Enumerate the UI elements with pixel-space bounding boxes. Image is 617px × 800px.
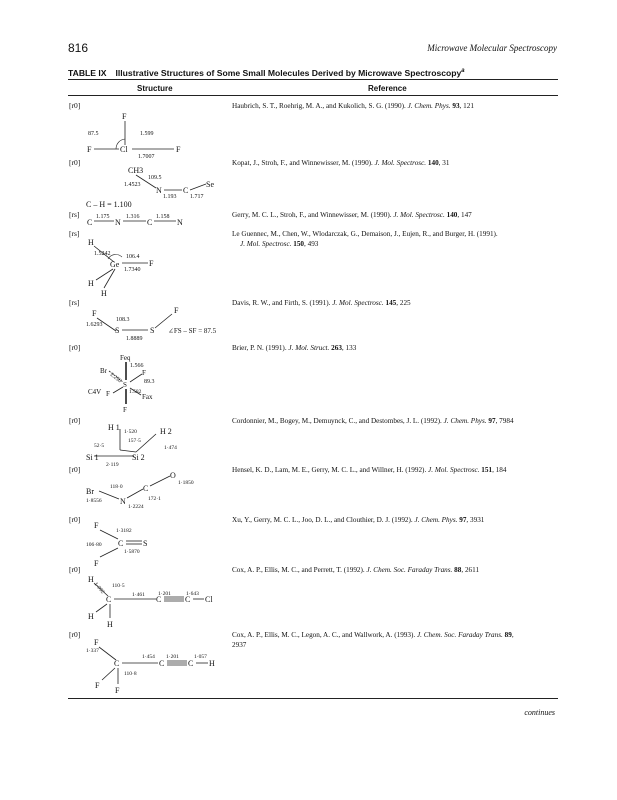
atom-label: F xyxy=(94,638,99,647)
reference-authors: Cox, A. P., Ellis, M. C., and Perrett, T. (1992). xyxy=(232,566,367,574)
reference-entry xyxy=(232,630,557,650)
atom-label: F xyxy=(142,369,146,377)
atom-label: Fax xyxy=(142,393,153,401)
atom-label: F xyxy=(115,686,120,695)
atom-label: Cl xyxy=(205,595,213,604)
atom-label: N xyxy=(120,497,126,506)
bond-length-note: C – H = 1.100 xyxy=(86,200,132,209)
running-head: Microwave Molecular Spectroscopy xyxy=(427,43,557,53)
bond-length-label: 1.175 xyxy=(96,214,110,220)
angle-label: 106·80 xyxy=(86,542,102,548)
reference-continuation: 2937 xyxy=(232,641,247,649)
atom-label: H xyxy=(209,659,215,668)
atom-label: CH3 xyxy=(128,166,144,175)
reference-authors: Brier, P. N. (1991). xyxy=(232,344,289,352)
bond-length-label: 1·454 xyxy=(142,654,155,660)
atom-label: F xyxy=(149,259,154,268)
angle-label: 118·0 xyxy=(110,484,123,490)
bond-length-label: 1·643 xyxy=(186,591,199,597)
bond xyxy=(96,604,107,612)
angle-label: 172·1 xyxy=(148,496,161,502)
atom-label: C xyxy=(188,659,194,668)
reference-journal: J. Mol. Spectrosc. xyxy=(240,240,292,248)
table-top-rule xyxy=(68,79,558,80)
reference-journal: J. Mol. Spectrosc. xyxy=(332,299,384,307)
reference-journal: J. Chem. Phys. xyxy=(407,102,451,110)
reference-volume: 97 xyxy=(488,417,496,425)
table-label: TABLE IX xyxy=(68,68,107,78)
atom-label: Br xyxy=(100,367,107,375)
bond-length-label: 1·474 xyxy=(164,445,177,451)
bond-length-label: 1·5870 xyxy=(124,549,140,555)
atom-label: H xyxy=(107,620,113,629)
angle-label: 110·8 xyxy=(124,671,137,677)
atom-label: C xyxy=(156,595,162,604)
angle-label: 157·5 xyxy=(128,438,141,444)
bond-length-label: 1.158 xyxy=(156,214,170,220)
reference-authors: Haubrich, S. T., Roehrig, M. A., and Kukolich, S. G. (1990). xyxy=(232,102,408,110)
reference-journal: J. Chem. Phys. xyxy=(443,417,487,425)
bond-length-label: 1·092 xyxy=(92,581,106,596)
atom-label: C xyxy=(106,595,112,604)
atom-label: N xyxy=(156,186,162,195)
reference-journal: J. Mol. Struct. xyxy=(288,344,330,352)
bond-length-label: 1·337 xyxy=(86,648,99,654)
structure-diagram xyxy=(86,162,246,208)
reference-volume: 263 xyxy=(331,344,342,352)
reference-authors: Kopat, J., Stroh, F., and Winnewisser, M. (1990). xyxy=(232,159,375,167)
reference-entry xyxy=(232,416,557,426)
reference-authors: Cox, A. P., Ellis, M. C., Legon, A. C., and Wallwork, A. (1993). xyxy=(232,631,417,639)
angle-label: 52·5 xyxy=(94,443,105,449)
atom-label: N xyxy=(177,218,183,227)
row-label: [r0] xyxy=(69,416,81,425)
atom-label: Cl xyxy=(120,145,128,154)
dihedral-note: ∠FS – SF = 87.5 xyxy=(168,327,217,335)
reference-entry xyxy=(232,465,557,475)
atom-label: Si 2 xyxy=(132,453,145,462)
reference-authors: Xu, Y., Gerry, M. C. L., Joo, D. L., and Clouthier, D. J. (1992). xyxy=(232,516,415,524)
angle-label: 106.4 xyxy=(126,254,140,260)
reference-journal: J. Chem. Soc. Faraday Trans. xyxy=(416,631,503,639)
reference-authors: Gerry, M. C. L., Stroh, F., and Winnewisser, M. (1990). xyxy=(232,211,394,219)
row-label: [rs] xyxy=(69,210,80,219)
bond-length-label: 1.4523 xyxy=(124,182,141,188)
atom-label: H 2 xyxy=(160,427,172,436)
atom-label: F xyxy=(87,145,92,154)
reference-entry xyxy=(232,515,557,525)
atom-label: C xyxy=(118,539,124,548)
row-label: [rs] xyxy=(69,229,80,238)
bond xyxy=(155,314,172,328)
reference-pages: , 3931 xyxy=(466,516,485,524)
reference-authors: Cordonnier, M., Bogey, M., Demuynck, C., and Destombes, J. L. (1992). xyxy=(232,417,444,425)
atom-label: H xyxy=(88,238,94,247)
bond-length-label: 1.599 xyxy=(140,131,154,137)
structure-diagram xyxy=(86,210,246,230)
bond-length-label: 1.717 xyxy=(190,194,204,200)
bond-length-label: 1.6293 xyxy=(86,322,103,328)
atom-label: H xyxy=(88,279,94,288)
structure-diagram xyxy=(86,636,246,694)
atom-label: Se xyxy=(206,180,214,189)
atom-label: F xyxy=(123,406,127,414)
atom-label: H xyxy=(88,575,94,584)
atom-label: Ge xyxy=(110,260,120,269)
row-label: [r0] xyxy=(69,343,81,352)
reference-volume: 150 xyxy=(293,240,305,248)
bond-length-label: 1·3182 xyxy=(116,528,132,534)
bond-length-label: 2.256 xyxy=(108,371,123,385)
reference-pages: , 184 xyxy=(492,466,507,474)
structure-diagram xyxy=(86,420,226,466)
atom-label: C xyxy=(114,659,120,668)
angle-label: 89.3 xyxy=(144,379,155,385)
atom-label: F xyxy=(174,306,179,315)
bond-length-label: 1·461 xyxy=(132,592,145,598)
bond xyxy=(190,184,206,190)
structure-diagram xyxy=(86,470,246,510)
bond xyxy=(130,374,142,382)
angle-label: 108.3 xyxy=(116,317,130,323)
row-label: [r0] xyxy=(69,630,81,639)
reference-volume: 140 xyxy=(446,211,458,219)
bond xyxy=(120,450,136,452)
reference-authors: Davis, R. W., and Firth, S. (1991). xyxy=(232,299,333,307)
reference-volume: 97 xyxy=(459,516,467,524)
column-header-structure: Structure xyxy=(137,84,173,93)
reference-journal: J. Chem. Soc. Faraday Trans. xyxy=(366,566,453,574)
table-title-footnote-mark: a xyxy=(461,68,465,75)
atom-label: C xyxy=(147,218,153,227)
bond xyxy=(113,387,123,393)
atom-label: N xyxy=(115,218,121,227)
atom-label: Br xyxy=(86,487,94,496)
bond-length-label: 1.8889 xyxy=(126,336,143,342)
atom-label: O xyxy=(170,471,176,480)
bond xyxy=(99,491,119,499)
bond xyxy=(96,269,113,280)
atom-label: C xyxy=(159,659,165,668)
reference-pages: , 31 xyxy=(438,159,450,167)
reference-volume: 93 xyxy=(452,102,460,110)
bond xyxy=(104,269,115,288)
atom-label: C xyxy=(87,218,93,227)
atom-label: F xyxy=(122,112,127,121)
reference-entry xyxy=(232,229,557,249)
reference-journal: J. Mol. Spectrosc. xyxy=(374,159,427,167)
bond-length-label: 1·2224 xyxy=(128,504,144,510)
atom-label: S xyxy=(115,326,120,335)
reference-volume: 140 xyxy=(427,159,439,167)
row-label: [r0] xyxy=(69,565,81,574)
table-bottom-rule xyxy=(68,698,558,699)
atom-label: S xyxy=(123,381,127,389)
row-label: [r0] xyxy=(69,465,81,474)
bond-length-label: 1.566 xyxy=(130,363,144,369)
bond xyxy=(127,489,143,498)
atom-label: F xyxy=(94,559,99,568)
bond-length-label: 1·8556 xyxy=(86,498,102,504)
bond xyxy=(102,668,115,680)
reference-pages: , 7984 xyxy=(495,417,514,425)
bond-length-label: 1.7340 xyxy=(124,267,141,273)
structure-diagram xyxy=(86,519,226,569)
row-label: [r0] xyxy=(69,515,81,524)
reference-pages: , 147 xyxy=(457,211,472,219)
atom-label: H xyxy=(101,289,107,298)
bond-length-label: 1.193 xyxy=(163,194,177,200)
bond-length-label: 1·057 xyxy=(194,654,207,660)
point-group-label: C4V xyxy=(88,388,102,396)
structure-diagram xyxy=(86,572,246,627)
reference-pages: , 121 xyxy=(459,102,474,110)
continues-note: continues xyxy=(524,708,555,717)
atom-label: Si 1 xyxy=(86,453,99,462)
reference-journal: J. Chem. Phys. xyxy=(414,516,458,524)
row-label: [rs] xyxy=(69,298,80,307)
atom-label: F xyxy=(106,390,110,398)
angle-label: 87.5 xyxy=(88,131,99,137)
reference-volume: 88 xyxy=(454,566,462,574)
bond xyxy=(100,548,118,557)
bond xyxy=(150,476,170,486)
reference-authors: Hensel, K. D., Lam, M. E., Gerry, M. C. L., and Willner, H. (1992). xyxy=(232,466,429,474)
atom-label: F xyxy=(92,309,97,318)
atom-label: C xyxy=(183,186,189,195)
structure-diagram xyxy=(86,108,226,160)
reference-pages: , 2611 xyxy=(461,566,480,574)
bond-length-label: 2·119 xyxy=(106,462,119,468)
bond-length-label: 1.7007 xyxy=(138,154,155,160)
table-header-rule xyxy=(68,95,558,96)
structure-diagram xyxy=(86,234,226,296)
reference-entry xyxy=(232,210,557,220)
column-header-reference: Reference xyxy=(368,84,407,93)
reference-authors: Le Guennec, M., Chen, W., Wlodarczak, G., Demaison, J., Eujen, R., and Burger, H. (1991). xyxy=(232,230,498,238)
bond-length-label: 1·201 xyxy=(166,654,179,660)
structure-diagram xyxy=(86,300,256,344)
reference-pages: , 493 xyxy=(304,240,319,248)
atom-label: H 1 xyxy=(108,423,120,432)
reference-entry xyxy=(232,343,557,353)
atom-label: F xyxy=(95,681,100,690)
row-label: [r0] xyxy=(69,158,81,167)
table-title-text: Illustrative Structures of Some Small Molecules Derived by Microwave Spectroscopy xyxy=(115,68,462,78)
reference-journal: J. Mol. Spectrosc. xyxy=(393,211,445,219)
atom-label: H xyxy=(88,612,94,621)
atom-label: S xyxy=(150,326,155,335)
bond-length-label: 1.5242 xyxy=(94,251,111,257)
atom-label: Feq xyxy=(120,354,131,362)
reference-pages: , 133 xyxy=(341,344,357,352)
structure-diagram xyxy=(86,352,226,414)
reference-entry xyxy=(232,565,557,575)
atom-label: F xyxy=(94,521,99,530)
reference-journal: J. Mol. Spectrosc. xyxy=(428,466,480,474)
reference-entry xyxy=(232,298,557,308)
atom-label: C xyxy=(143,484,149,493)
table-title xyxy=(68,68,465,78)
atom-label: F xyxy=(176,145,181,154)
bond-length-label: 1·520 xyxy=(124,429,137,435)
atom-label: S xyxy=(143,539,148,548)
page-number: 816 xyxy=(68,41,89,55)
reference-volume: 89 xyxy=(504,631,512,639)
bond-length-label: 1.582 xyxy=(129,389,142,395)
row-label: [r0] xyxy=(69,101,81,110)
reference-volume: 151 xyxy=(481,466,493,474)
bond-length-label: 1.316 xyxy=(126,214,140,220)
reference-volume: 145 xyxy=(385,299,397,307)
reference-pages: , xyxy=(511,631,514,639)
bond-length-label: 1·201 xyxy=(158,591,171,597)
bond-length-label: 1·1850 xyxy=(178,480,194,486)
reference-entry xyxy=(232,101,557,111)
reference-pages: , 225 xyxy=(396,299,411,307)
atom-label: C xyxy=(185,595,191,604)
angle-label: 110·5 xyxy=(112,583,125,589)
angle-label: 109.5 xyxy=(148,175,162,181)
reference-entry xyxy=(232,158,557,168)
